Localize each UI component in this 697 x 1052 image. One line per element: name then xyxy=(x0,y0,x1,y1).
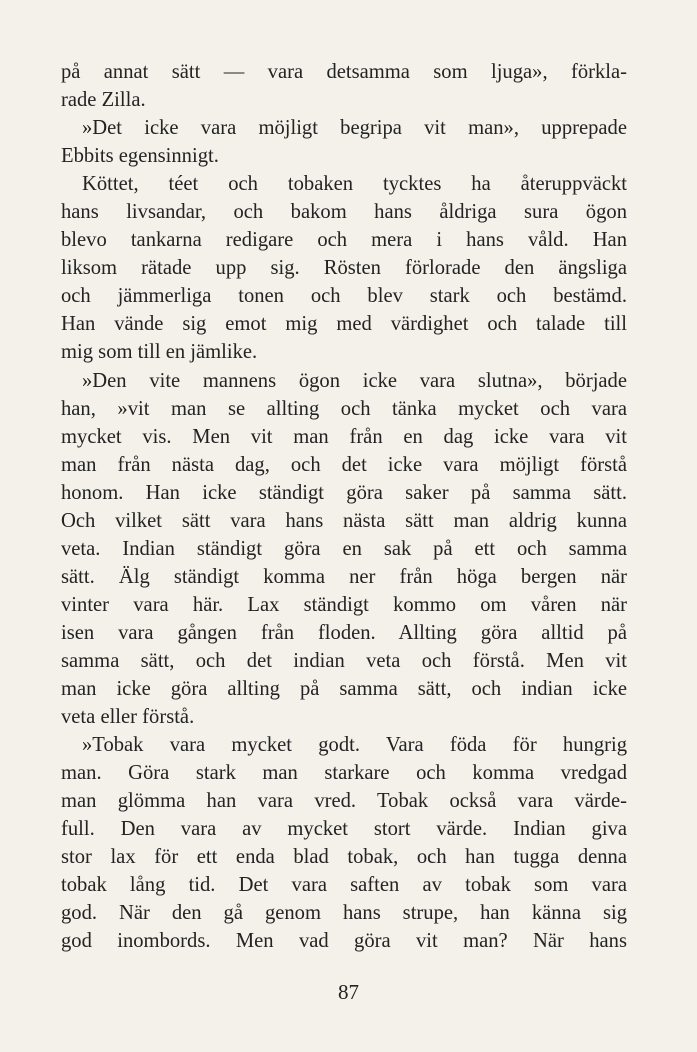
text-line: isen vara gången från floden. Allting göra alltid på xyxy=(61,621,627,644)
body-text xyxy=(61,58,627,956)
text-line: rade Zilla. xyxy=(61,89,146,112)
text-line: blevo tankarna redigare och mera i hans våld. Han xyxy=(61,229,627,252)
text-line: Ebbits egensinnigt. xyxy=(61,145,219,168)
text-line: full. Den vara av mycket stort värde. Indian giva xyxy=(61,818,627,841)
text-line: god inombords. Men vad göra vit man? När hans xyxy=(61,930,627,953)
text-line: man icke göra allting på samma sätt, och indian icke xyxy=(61,678,627,701)
text-line: han, »vit man se allting och tänka mycket och vara xyxy=(61,397,627,420)
text-line: Han vände sig emot mig med värdighet och talade till xyxy=(61,313,627,336)
text-line: tobak lång tid. Det vara saften av tobak som vara xyxy=(61,874,627,897)
text-line: veta eller förstå. xyxy=(61,706,195,729)
text-line: Köttet, téet och tobaken tycktes ha återuppväckt xyxy=(82,173,627,196)
text-line: honom. Han icke ständigt göra saker på samma sätt. xyxy=(61,481,627,504)
text-line: man. Göra stark man starkare och komma vredgad xyxy=(61,762,627,785)
text-line: hans livsandar, och bakom hans åldriga sura ögon xyxy=(61,201,627,224)
text-line: och jämmerliga tonen och blev stark och bestämd. xyxy=(61,285,627,308)
text-line: veta. Indian ständigt göra en sak på ett och samma xyxy=(61,537,627,560)
text-line: »Det icke vara möjligt begripa vit man», upprepade xyxy=(82,117,627,140)
text-line: »Tobak vara mycket godt. Vara föda för hungrig xyxy=(82,734,627,757)
text-line: samma sätt, och det indian veta och förstå. Men vit xyxy=(61,649,627,672)
text-line: sätt. Älg ständigt komma ner från höga bergen när xyxy=(61,565,627,588)
text-line: stor lax för ett enda blad tobak, och han tugga denna xyxy=(61,846,627,869)
page-number: 87 xyxy=(338,980,359,1004)
text-line: på annat sätt — vara detsamma som ljuga», förkla- xyxy=(61,61,627,83)
text-line: man från nästa dag, och det icke vara möjligt förstå xyxy=(61,453,627,476)
text-line: liksom rätade upp sig. Rösten förlorade den ängsliga xyxy=(61,257,627,280)
text-line: Och vilket sätt vara hans nästa sätt man aldrig kunna xyxy=(61,509,627,532)
text-line: mig som till en jämlike. xyxy=(61,341,258,364)
text-line: mycket vis. Men vit man från en dag icke vara vit xyxy=(61,425,627,448)
text-line: vinter vara här. Lax ständigt kommo om våren när xyxy=(61,593,627,616)
text-line: man glömma han vara vred. Tobak också vara värde- xyxy=(61,790,627,813)
text-line: god. När den gå genom hans strupe, han känna sig xyxy=(61,902,627,925)
text-line: »Den vite mannens ögon icke vara slutna», började xyxy=(82,369,627,392)
